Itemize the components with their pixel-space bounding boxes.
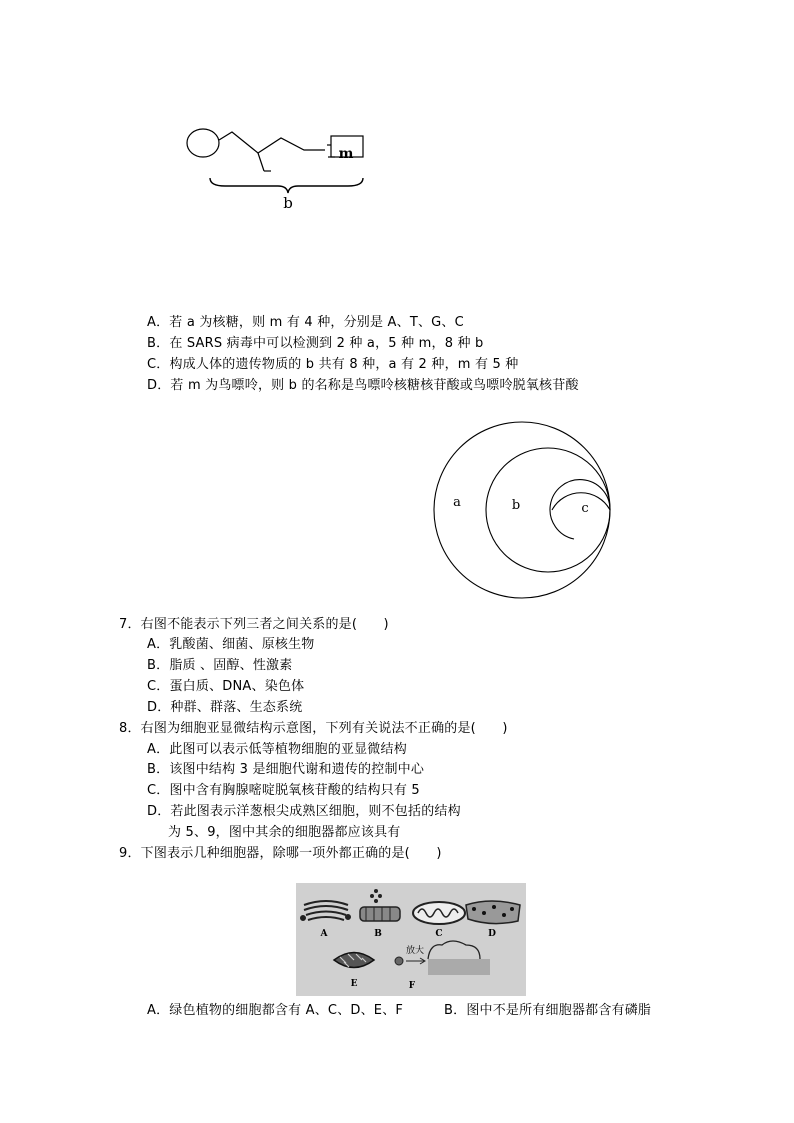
- curly-brace: [210, 178, 363, 193]
- box-label-m: m: [338, 146, 354, 162]
- sugar-chain-line: [219, 132, 325, 153]
- phosphate-circle: [187, 129, 219, 157]
- organelle-label-c: C: [435, 929, 443, 939]
- q7-option-a: A．乳酸菌、细菌、原核生物: [147, 637, 315, 652]
- q6-option-d: D．若 m 为鸟嘌呤，则 b 的名称是鸟嘌呤核糖核苷酸或鸟嘌呤脱氧核苷酸: [147, 378, 579, 393]
- q8-option-c: C．图中含有胸腺嘧啶脱氧核苷酸的结构只有 5: [147, 783, 420, 798]
- organelle-label-f: F: [408, 981, 416, 991]
- organelle-label-d: D: [488, 929, 496, 939]
- q8-stem: 8．右图为细胞亚显微结构示意图，下列有关说法不正确的是( ): [119, 721, 508, 736]
- ribosome-icon: [395, 957, 403, 965]
- magnify-label: 放大: [405, 946, 425, 956]
- q8-option-b: B．该图中结构 3 是细胞代谢和遗传的控制中心: [147, 762, 425, 777]
- q7-option-c: C．蛋白质、DNA、染色体: [147, 679, 305, 694]
- nucleotide-diagram: [180, 120, 380, 220]
- label-c: c: [581, 501, 589, 516]
- organelle-label-a: A: [320, 929, 328, 939]
- brace-label-b: b: [283, 194, 293, 212]
- q6-option-a: A．若 a 为核糖，则 m 有 4 种，分别是 A、T、G、C: [147, 315, 464, 330]
- q7-option-b: B．脂质 、固醇、性激素: [147, 658, 293, 673]
- q7-stem: 7．右图不能表示下列三者之间关系的是( ): [119, 617, 389, 632]
- q8-option-d-line1: D．若此图表示洋葱根尖成熟区细胞，则不包括的结构: [147, 804, 461, 819]
- nested-circles-diagram: [430, 418, 614, 604]
- q7-option-d: D．种群、群落、生态系统: [147, 700, 303, 715]
- q8-option-a: A．此图可以表示低等植物细胞的亚显微结构: [147, 742, 407, 757]
- organelles-figure: [296, 883, 526, 996]
- q6-option-c: C．构成人体的遗传物质的 b 共有 8 种，a 有 2 种，m 有 5 种: [147, 357, 519, 372]
- q9-option-b: B．图中不是所有细胞器都含有磷脂: [444, 1003, 652, 1018]
- rough-er-icon: [466, 901, 520, 924]
- organelle-label-e: E: [350, 979, 358, 989]
- circle-c: [550, 480, 610, 539]
- q6-option-b: B．在 SARS 病毒中可以检测到 2 种 a，5 种 m，8 种 b: [147, 336, 484, 351]
- organelle-label-b: B: [374, 929, 382, 939]
- label-a: a: [453, 495, 461, 510]
- mitochondrion-icon: [413, 902, 465, 924]
- circle-b: [486, 448, 610, 572]
- q9-option-a: A．绿色植物的细胞都含有 A、C、D、E、F: [147, 1003, 404, 1018]
- sugar-branch-line: [258, 153, 264, 171]
- label-b: b: [511, 498, 521, 513]
- q9-stem: 9．下图表示几种细胞器，除哪一项外都正确的是( ): [119, 846, 442, 861]
- q8-option-d-line2: 为 5、9，图中其余的细胞器都应该具有: [168, 825, 401, 840]
